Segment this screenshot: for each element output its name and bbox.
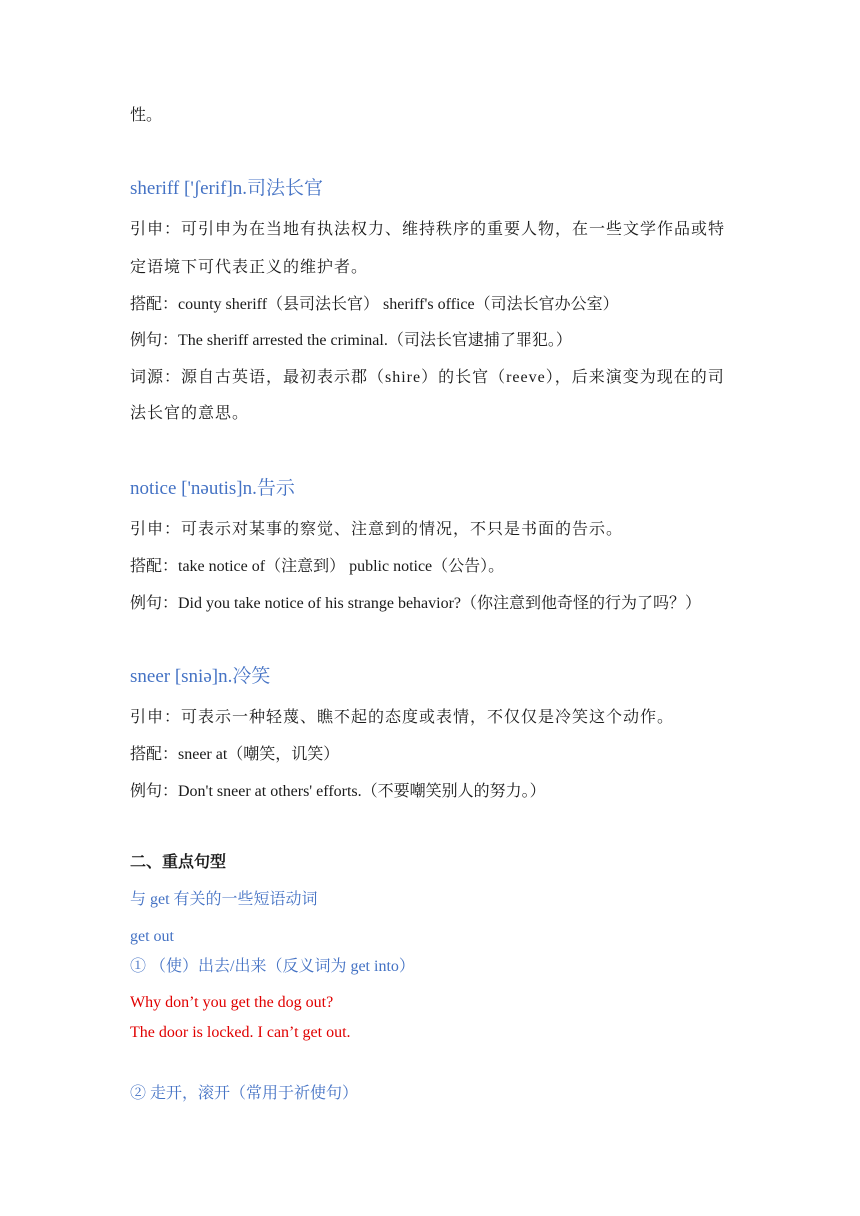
entry-example-sheriff: 例句：The sheriff arrested the criminal.（司法长官逮捕了罪犯。） xyxy=(130,332,572,349)
entry-heading-sneer: sneer [sniə]n.冷笑 xyxy=(130,666,271,687)
entry-extension-notice: 引申：可表示对某事的察觉、注意到的情况，不只是书面的告示。 xyxy=(130,521,624,538)
entry-collocation-sneer: 搭配：sneer at（嘲笑，讥笑） xyxy=(130,746,340,763)
entry-collocation-sheriff: 搭配：county sheriff（县司法长官） sheriff's office（司法长官办公室） xyxy=(130,296,619,313)
section-subtitle: 与 get 有关的一些短语动词 xyxy=(130,891,318,908)
entry-heading-sheriff: sheriff ['ʃerif]n.司法长官 xyxy=(130,178,324,199)
entry-example-sneer: 例句：Don't sneer at others' efforts.（不要嘲笑别人的努力。） xyxy=(130,783,546,800)
fragment-text: 性。 xyxy=(130,107,163,124)
section-title: 二、重点句型 xyxy=(130,854,227,871)
example-sentence-2: The door is locked. I can’t get out. xyxy=(130,1024,351,1041)
phrase-get-out: get out xyxy=(130,928,174,945)
entry-collocation-notice: 搭配：take notice of（注意到） public notice（公告）。 xyxy=(130,558,505,575)
entry-etymology-sheriff-line1: 词源：源自古英语，最初表示郡（shire）的长官（reeve），后来演变为现在的司 xyxy=(130,369,725,386)
meaning-2: ② 走开，滚开（常用于祈使句） xyxy=(130,1085,359,1102)
entry-etymology-sheriff-line2: 法长官的意思。 xyxy=(130,405,250,422)
entry-extension-sneer: 引申：可表示一种轻蔑、瞧不起的态度或表情，不仅仅是冷笑这个动作。 xyxy=(130,709,675,726)
entry-heading-notice: notice ['nəutis]n.告示 xyxy=(130,478,295,499)
entry-extension-sheriff-line1: 引申：可引申为在当地有执法权力、维持秩序的重要人物，在一些文学作品或特 xyxy=(130,221,726,238)
entry-example-notice: 例句：Did you take notice of his strange behavior?（你注意到他奇怪的行为了吗？） xyxy=(130,595,702,612)
meaning-1: ① （使）出去/出来（反义词为 get into） xyxy=(130,958,415,975)
entry-extension-sheriff-line2: 定语境下可代表正义的维护者。 xyxy=(130,259,369,276)
example-sentence-1: Why don’t you get the dog out? xyxy=(130,994,334,1011)
